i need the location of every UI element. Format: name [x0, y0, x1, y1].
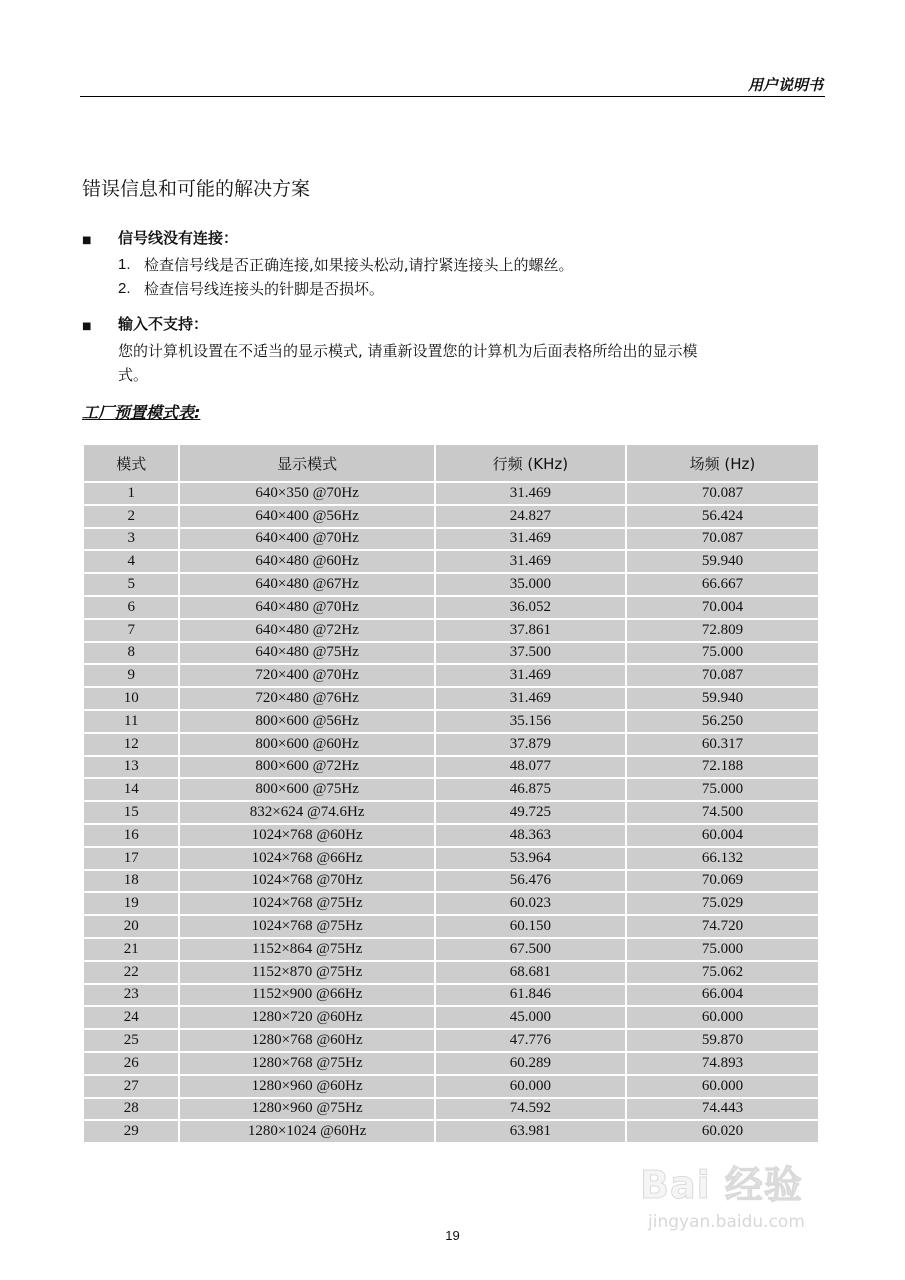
- cell-vertical-freq: 60.000: [627, 1007, 818, 1028]
- cell-display-mode: 800×600 @56Hz: [180, 711, 433, 732]
- cell-horizontal-freq: 56.476: [436, 871, 625, 892]
- cell-display-mode: 640×480 @60Hz: [180, 551, 433, 572]
- watermark-url: jingyan.baidu.com: [648, 1212, 805, 1232]
- cell-vertical-freq: 75.000: [627, 643, 818, 664]
- table-row: [84, 757, 818, 778]
- table-row: [84, 893, 818, 914]
- cell-display-mode: 1152×870 @75Hz: [180, 962, 433, 983]
- cell-vertical-freq: 75.000: [627, 939, 818, 960]
- cell-vertical-freq: 70.004: [627, 597, 818, 618]
- table-row: [84, 529, 818, 550]
- cell-display-mode: 1152×864 @75Hz: [180, 939, 433, 960]
- cell-mode: 25: [84, 1030, 178, 1051]
- list-item-text: 检查信号线是否正确连接,如果接头松动,请拧紧连接头上的螺丝。: [144, 256, 574, 274]
- cell-mode: 2: [84, 506, 178, 527]
- cell-horizontal-freq: 67.500: [436, 939, 625, 960]
- cell-display-mode: 640×480 @70Hz: [180, 597, 433, 618]
- list-item-number: 2.: [118, 280, 131, 297]
- cell-vertical-freq: 60.000: [627, 1076, 818, 1097]
- cell-mode: 12: [84, 734, 178, 755]
- cell-display-mode: 1152×900 @66Hz: [180, 985, 433, 1006]
- cell-mode: 17: [84, 848, 178, 869]
- cell-horizontal-freq: 31.469: [436, 483, 625, 504]
- section-title: 错误信息和可能的解决方案: [82, 178, 311, 200]
- cell-mode: 29: [84, 1121, 178, 1142]
- cell-vertical-freq: 75.062: [627, 962, 818, 983]
- cell-mode: 6: [84, 597, 178, 618]
- cell-mode: 4: [84, 551, 178, 572]
- cell-horizontal-freq: 60.150: [436, 916, 625, 937]
- cell-mode: 3: [84, 529, 178, 550]
- cell-display-mode: 1024×768 @60Hz: [180, 825, 433, 846]
- cell-horizontal-freq: 31.469: [436, 665, 625, 686]
- cell-horizontal-freq: 68.681: [436, 962, 625, 983]
- table-row: [84, 483, 818, 504]
- cell-horizontal-freq: 31.469: [436, 551, 625, 572]
- bullet-input-not-supported: [82, 312, 827, 387]
- cell-mode: 7: [84, 620, 178, 641]
- cell-horizontal-freq: 36.052: [436, 597, 625, 618]
- cell-mode: 22: [84, 962, 178, 983]
- table-row: [84, 871, 818, 892]
- cell-mode: 13: [84, 757, 178, 778]
- cell-mode: 14: [84, 779, 178, 800]
- preset-modes-table: [82, 443, 820, 1144]
- column-header-horizontal-freq: 行频 (KHz): [436, 445, 625, 481]
- table-row: [84, 1099, 818, 1120]
- cell-horizontal-freq: 35.000: [436, 574, 625, 595]
- cell-display-mode: 1280×960 @75Hz: [180, 1099, 433, 1120]
- cell-mode: 23: [84, 985, 178, 1006]
- table-row: [84, 1076, 818, 1097]
- cell-horizontal-freq: 45.000: [436, 1007, 625, 1028]
- cell-mode: 9: [84, 665, 178, 686]
- watermark-logo: Bai 经验: [640, 1163, 803, 1207]
- table-row: [84, 597, 818, 618]
- cell-mode: 5: [84, 574, 178, 595]
- cell-vertical-freq: 60.004: [627, 825, 818, 846]
- table-header-row: [84, 445, 818, 481]
- cell-mode: 20: [84, 916, 178, 937]
- cell-horizontal-freq: 48.077: [436, 757, 625, 778]
- table-body: [84, 483, 818, 1142]
- cell-vertical-freq: 60.020: [627, 1121, 818, 1142]
- cell-display-mode: 1024×768 @75Hz: [180, 916, 433, 937]
- cell-vertical-freq: 59.870: [627, 1030, 818, 1051]
- cell-vertical-freq: 70.087: [627, 665, 818, 686]
- cell-mode: 24: [84, 1007, 178, 1028]
- bullet-icon: ■: [82, 235, 92, 246]
- cell-horizontal-freq: 37.861: [436, 620, 625, 641]
- cell-horizontal-freq: 48.363: [436, 825, 625, 846]
- column-header-vertical-freq: 场频 (Hz): [627, 445, 818, 481]
- column-header-mode: 模式: [84, 445, 178, 481]
- cell-mode: 21: [84, 939, 178, 960]
- bullet-heading: 输入不支持：: [118, 315, 209, 333]
- table-row: [84, 985, 818, 1006]
- list-item-text: 检查信号线连接头的针脚是否损坏。: [144, 280, 385, 298]
- cell-horizontal-freq: 24.827: [436, 506, 625, 527]
- cell-vertical-freq: 75.029: [627, 893, 818, 914]
- cell-mode: 18: [84, 871, 178, 892]
- table-row: [84, 939, 818, 960]
- cell-mode: 15: [84, 802, 178, 823]
- table-row: [84, 665, 818, 686]
- cell-horizontal-freq: 37.500: [436, 643, 625, 664]
- page-number: 19: [445, 1228, 460, 1243]
- cell-mode: 8: [84, 643, 178, 664]
- cell-display-mode: 1280×768 @60Hz: [180, 1030, 433, 1051]
- cell-horizontal-freq: 61.846: [436, 985, 625, 1006]
- cell-vertical-freq: 66.132: [627, 848, 818, 869]
- cell-horizontal-freq: 35.156: [436, 711, 625, 732]
- cell-vertical-freq: 66.667: [627, 574, 818, 595]
- cell-vertical-freq: 66.004: [627, 985, 818, 1006]
- cell-display-mode: 640×400 @70Hz: [180, 529, 433, 550]
- column-header-display-mode: 显示模式: [180, 445, 433, 481]
- cell-vertical-freq: 56.250: [627, 711, 818, 732]
- cell-vertical-freq: 74.443: [627, 1099, 818, 1120]
- cell-vertical-freq: 56.424: [627, 506, 818, 527]
- factory-modes-title: 工厂预置模式表:: [82, 403, 201, 422]
- table-row: [84, 643, 818, 664]
- cell-horizontal-freq: 31.469: [436, 529, 625, 550]
- cell-horizontal-freq: 49.725: [436, 802, 625, 823]
- cell-display-mode: 1280×960 @60Hz: [180, 1076, 433, 1097]
- cell-display-mode: 720×480 @76Hz: [180, 688, 433, 709]
- cell-mode: 10: [84, 688, 178, 709]
- cell-horizontal-freq: 53.964: [436, 848, 625, 869]
- table-row: [84, 916, 818, 937]
- table-row: [84, 506, 818, 527]
- cell-vertical-freq: 70.087: [627, 483, 818, 504]
- cell-vertical-freq: 59.940: [627, 688, 818, 709]
- cell-mode: 26: [84, 1053, 178, 1074]
- table-row: [84, 734, 818, 755]
- cell-horizontal-freq: 74.592: [436, 1099, 625, 1120]
- cell-vertical-freq: 70.069: [627, 871, 818, 892]
- table-row: [84, 779, 818, 800]
- cell-display-mode: 640×480 @67Hz: [180, 574, 433, 595]
- cell-display-mode: 800×600 @60Hz: [180, 734, 433, 755]
- bullet-heading: 信号线没有连接：: [118, 229, 239, 247]
- cell-horizontal-freq: 37.879: [436, 734, 625, 755]
- table-row: [84, 1121, 818, 1142]
- cell-display-mode: 800×600 @75Hz: [180, 779, 433, 800]
- bullet-icon: ■: [82, 321, 92, 332]
- cell-display-mode: 1280×768 @75Hz: [180, 1053, 433, 1074]
- header-title: 用户说明书: [747, 76, 823, 94]
- cell-mode: 28: [84, 1099, 178, 1120]
- cell-horizontal-freq: 63.981: [436, 1121, 625, 1142]
- cell-vertical-freq: 74.500: [627, 802, 818, 823]
- cell-display-mode: 640×350 @70Hz: [180, 483, 433, 504]
- cell-vertical-freq: 74.893: [627, 1053, 818, 1074]
- paragraph-line: 您的计算机设置在不适当的显示模式, 请重新设置您的计算机为后面表格所给出的显示模: [118, 342, 698, 360]
- list-item-number: 1.: [118, 256, 131, 273]
- table-row: [84, 962, 818, 983]
- bullet-signal-not-connected: [82, 226, 827, 301]
- paragraph-line: 式。: [118, 366, 149, 384]
- table-row: [84, 574, 818, 595]
- table-row: [84, 620, 818, 641]
- cell-display-mode: 1024×768 @66Hz: [180, 848, 433, 869]
- cell-horizontal-freq: 60.000: [436, 1076, 625, 1097]
- cell-horizontal-freq: 60.289: [436, 1053, 625, 1074]
- cell-display-mode: 640×400 @56Hz: [180, 506, 433, 527]
- baidu-watermark: [640, 1150, 860, 1240]
- cell-display-mode: 640×480 @72Hz: [180, 620, 433, 641]
- list-item: [82, 277, 827, 301]
- cell-display-mode: 1024×768 @75Hz: [180, 893, 433, 914]
- cell-mode: 27: [84, 1076, 178, 1097]
- cell-mode: 1: [84, 483, 178, 504]
- cell-vertical-freq: 60.317: [627, 734, 818, 755]
- cell-mode: 11: [84, 711, 178, 732]
- list-item: [82, 253, 827, 277]
- cell-display-mode: 1280×720 @60Hz: [180, 1007, 433, 1028]
- cell-display-mode: 1024×768 @70Hz: [180, 871, 433, 892]
- cell-vertical-freq: 59.940: [627, 551, 818, 572]
- header-divider: [80, 96, 825, 97]
- cell-horizontal-freq: 47.776: [436, 1030, 625, 1051]
- cell-display-mode: 832×624 @74.6Hz: [180, 802, 433, 823]
- table-row: [84, 1007, 818, 1028]
- cell-vertical-freq: 72.809: [627, 620, 818, 641]
- table-row: [84, 1053, 818, 1074]
- table-row: [84, 1030, 818, 1051]
- table-row: [84, 688, 818, 709]
- table-row: [84, 848, 818, 869]
- cell-display-mode: 720×400 @70Hz: [180, 665, 433, 686]
- cell-vertical-freq: 74.720: [627, 916, 818, 937]
- cell-mode: 16: [84, 825, 178, 846]
- table-row: [84, 551, 818, 572]
- cell-display-mode: 800×600 @72Hz: [180, 757, 433, 778]
- cell-horizontal-freq: 31.469: [436, 688, 625, 709]
- table-row: [84, 825, 818, 846]
- cell-horizontal-freq: 60.023: [436, 893, 625, 914]
- cell-mode: 19: [84, 893, 178, 914]
- cell-vertical-freq: 70.087: [627, 529, 818, 550]
- table-row: [84, 711, 818, 732]
- cell-display-mode: 640×480 @75Hz: [180, 643, 433, 664]
- cell-vertical-freq: 75.000: [627, 779, 818, 800]
- cell-display-mode: 1280×1024 @60Hz: [180, 1121, 433, 1142]
- cell-vertical-freq: 72.188: [627, 757, 818, 778]
- cell-horizontal-freq: 46.875: [436, 779, 625, 800]
- table-row: [84, 802, 818, 823]
